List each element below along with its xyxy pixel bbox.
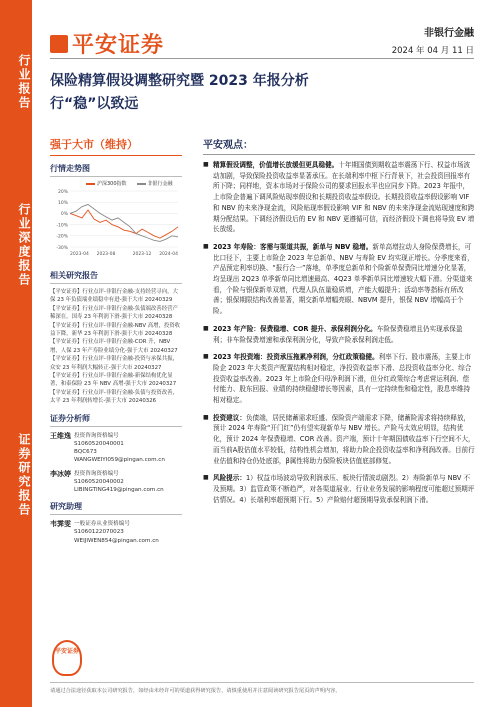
report-date: 2024 年 04 月 11 日 <box>391 46 474 56</box>
report-title: 保险精算假设调整研究暨 2023 年报分析 <box>50 73 309 89</box>
sidebar-label-industry-report: 行业报告 <box>17 54 31 110</box>
person-info-line: 一般证券从业资格编号 <box>74 521 130 528</box>
viewpoint-paragraph <box>203 473 475 505</box>
legend-swatch <box>86 183 95 185</box>
paragraph-lead: 风险提示： <box>213 474 246 483</box>
analyst-list <box>50 432 182 494</box>
person-entry <box>50 520 182 545</box>
related-report-item: 【平安证券】行业点评-非银行金融-负债与投资改善，太平 23 年利润转增长-强于大市 20240326 <box>50 389 178 405</box>
bullet-square-icon: ■ <box>203 474 209 482</box>
paragraph-body <box>213 473 475 505</box>
company-stamp: 平安证券 <box>52 640 82 676</box>
trend-chart-heading: 行情走势图 <box>50 163 182 177</box>
person-info-line: LIBINGTING419@pingan.com.cn <box>74 486 164 493</box>
viewpoint-paragraph <box>203 324 475 345</box>
person-info-line: S1060520040001 <box>74 440 124 447</box>
bullet-square-icon: ■ <box>203 353 209 361</box>
legend-item-hs300 <box>86 180 127 187</box>
viewpoint-paragraph <box>203 413 475 467</box>
person-info <box>74 432 165 465</box>
person-info-line: BQC673 <box>74 449 97 456</box>
related-report-item: 【平安证券】行业点评-非银行金融-COR 升，NBV 增，人保 23 年产寿险业绩分化-强于大市 20240327 <box>50 339 178 354</box>
bullet-square-icon: ■ <box>203 324 209 332</box>
x-tick-label: 2023-04 <box>70 252 89 257</box>
left-column <box>50 136 182 545</box>
viewpoint-heading: 平安观点： <box>203 136 475 155</box>
person-name: 王维逸 <box>50 431 71 440</box>
series-line <box>70 210 178 238</box>
footer-disclaimer: 请通过合法途径获取本公司研究报告，如经由未经许可的渠道获得研究报告，请慎重使用并注意阅读研究报告尾页的声明内容。 <box>50 682 474 694</box>
paragraph-text: 十年期国债到期收益率震荡下行、权益市场波动加剧，导致保险投资收益率显著承压。在长端利率中枢下行背景下，社会投资回报率有所下降；同样地，资本市场对于保险公司的要求回报水平也应同步下降。2023 年报中，上市险企普遍下调风险贴现率假设和长期投资收益率假设。长期投资收益率假设影响 VIF 和 NBV 的未来净现金流，风险贴现率假设影响 VIF 和 NBV 的未来净现金流贴现速度和跨期分配结果。下调经济假设后的 EV 和 NBV 更遵循可信，而经济假设下调也将导致 EV 增长放缓。 <box>213 161 475 234</box>
person-info-line: 投资咨询资格编号 <box>74 432 119 439</box>
related-report-item: 【平安证券】行业点评-非银行金融-新保结构优化显著，和泰保险 23 年 NBV 高增-强于大市 20240327 <box>50 373 177 388</box>
viewpoint-paragraphs <box>203 160 475 505</box>
person-info <box>74 470 164 495</box>
bullet-square-icon: ■ <box>203 242 209 250</box>
person-info-line: S1060520040002 <box>74 478 124 485</box>
y-tick-label: 10% <box>57 201 68 206</box>
paragraph-text: 1）权益市场波动导致利润承压、板块行情波动剧烈。2）寿险新单与 NBV 不及预期。3）监管政策不断趋严，对各渠道展业、行业业务发展的影响程度可能超过预期评估情况。4）长端利率超预期下行。5）产险赔付超预期导致承保利润下滑。 <box>213 474 475 504</box>
assistant-list <box>50 520 182 545</box>
x-tick-label: 2024-04 <box>159 252 178 257</box>
legend-label: 沪深300指数 <box>97 181 127 187</box>
legend-item-nonbank <box>137 180 173 187</box>
viewpoint-paragraph <box>203 242 475 317</box>
paragraph-text: 负债端，居民储蓄需求旺盛、保险资产端需求下降，储蓄险需求将持续释放，预计 2024 年寿险“开门红”仍有望实现新单与 NBV 增长。产险马太效应明显，结构优化，预计 2024 年保费稳增、COR 改善。资产端，预计十年期国债收益率下行空间不大，而当前A股估值水平较低，结构性机会增加，将助力险企投资收益率和净利润改善。目前行业估值和持仓仍处底部，β属性将助力保险板块估值底部修复。 <box>213 413 475 465</box>
person-info-line: WANGWEIYI059@pingan.com.cn <box>74 457 165 464</box>
y-tick-label: 0% <box>60 212 68 218</box>
paragraph-lead: 2023 年投资端：投资承压拖累净利润，分红政策稳健。 <box>213 353 379 362</box>
trend-chart-svg <box>50 187 182 259</box>
paragraph-lead: 2023 年产险：保费稳增、COR 提升、承保利润分化。 <box>213 324 377 333</box>
related-report-item: 【平安证券】行业点评-非银行金融-支持经营寻向，大保 23 年负债端业绩稳中有进-强于大市 20240329 <box>50 289 178 304</box>
trend-chart <box>50 180 182 263</box>
company-logo <box>50 28 164 59</box>
assistant-heading: 研究助理 <box>50 501 182 515</box>
y-tick-label: -20% <box>56 234 68 240</box>
paragraph-lead: 投资建议： <box>213 413 246 422</box>
related-report-item: 【平安证券】行业点评-非银行金融-投资与承保共振，众安 23 年利润大幅转正-强于大市 20240327 <box>50 356 178 371</box>
header-divider <box>50 58 474 59</box>
y-tick-label: 20% <box>57 189 68 195</box>
paragraph-lead: 精算假设调整，价值增长放缓但更具稳健。 <box>213 161 339 169</box>
person-entry <box>50 470 182 495</box>
legend-swatch <box>137 183 146 185</box>
logo-text: 平安证券 <box>72 33 165 58</box>
report-subtitle: 行“稳”以致远 <box>50 96 139 112</box>
viewpoint-paragraph <box>203 160 475 235</box>
paragraph-body <box>213 413 475 467</box>
analyst-heading: 证券分析师 <box>50 413 182 427</box>
related-research-heading: 相关研究报告 <box>50 270 182 284</box>
bullet-square-icon: ■ <box>203 413 209 421</box>
left-color-sidebar <box>0 0 32 707</box>
paragraph-text: 新单高增拉动人身险保费增长，可比口径下，主要上市险企 2023 年总新单、NBV 与寿险 EV 均实现正增长。分季度来看，产品预定利率切换、“报行合一”落地，单季度总新单和个险新单保费同比增速分化显著，均呈现出 2Q23 单季新单同比增速最高、4Q23 单季新单同比增速较大幅下滑。分渠道来看，个险与银保新单双增，代理人队伍量稳质增，产能大幅提升；活动率等指标有所改善；银保期限结构改善显著，期交新单增幅亮眼、NBVM 提升，银保 NBV 增幅高于个险。 <box>213 242 474 316</box>
person-info-line: S1060122070023 <box>74 529 124 536</box>
related-research-list <box>50 288 182 406</box>
y-tick-label: -10% <box>56 223 68 229</box>
sidebar-label-securities-research-report: 证券研究报告 <box>17 433 31 517</box>
person-info-line: 投资咨询资格编号 <box>74 470 119 477</box>
report-category: 非银行金融 <box>424 28 474 39</box>
paragraph-body <box>213 160 475 235</box>
sidebar-label-industry-deep-report: 行业深度报告 <box>17 203 31 287</box>
paragraph-text: 利率下行、股市震荡，主要上市险企 2023 年大类资产配置结构相对稳定，净投资收益率下滑、总投资收益率分化、综合投资收益率改善。2023 年上市险企归母净利润下滑，但分红政策综合考虑营运利润、偿付能力、股东回报、业绩的持续稳健增长等因素，具有一定持续性和稳定性，股息率维持相对稳定。 <box>213 353 472 405</box>
x-tick-label: 2023-12 <box>132 252 152 257</box>
y-tick-label: -30% <box>56 245 68 251</box>
chart-legend <box>86 180 182 187</box>
paragraph-text: 车险保费稳增且仍实现承保盈利；非车险保费增速和承保利润分化，导致产险承保利润走低。 <box>213 324 463 344</box>
paragraph-body <box>213 324 475 345</box>
person-info <box>74 520 159 545</box>
paragraph-lead: 2023 年寿险：客需与渠道共振，新单与 NBV 稳增。 <box>213 242 373 251</box>
related-report-item: 【平安证券】行业点评-非银行金融-负债端改善经营产稀深在，国寿 23 年利润下滑-强于大市 20240328 <box>50 305 178 321</box>
person-info-line: WEIJIWEN854@pingan.com.cn <box>74 537 159 544</box>
right-column <box>203 136 475 512</box>
rating-label: 强于大市（维持） <box>50 136 182 156</box>
person-entry <box>50 432 182 465</box>
person-name: 李冰婷 <box>50 469 71 478</box>
bullet-square-icon: ■ <box>203 161 209 168</box>
paragraph-body <box>213 352 475 406</box>
related-report-item: 【平安证券】行业点评-非银行金融-NBV 高增，投资收益下降，新华 23 年利润下滑-强于大市 20240328 <box>50 322 181 338</box>
x-tick-label: 2023-08 <box>96 252 116 257</box>
paragraph-body <box>213 242 475 317</box>
legend-label: 非银行金融 <box>147 181 173 187</box>
viewpoint-paragraph <box>203 352 475 406</box>
person-name: 韦霁雯 <box>50 520 71 529</box>
logo-mark-icon <box>50 35 68 53</box>
